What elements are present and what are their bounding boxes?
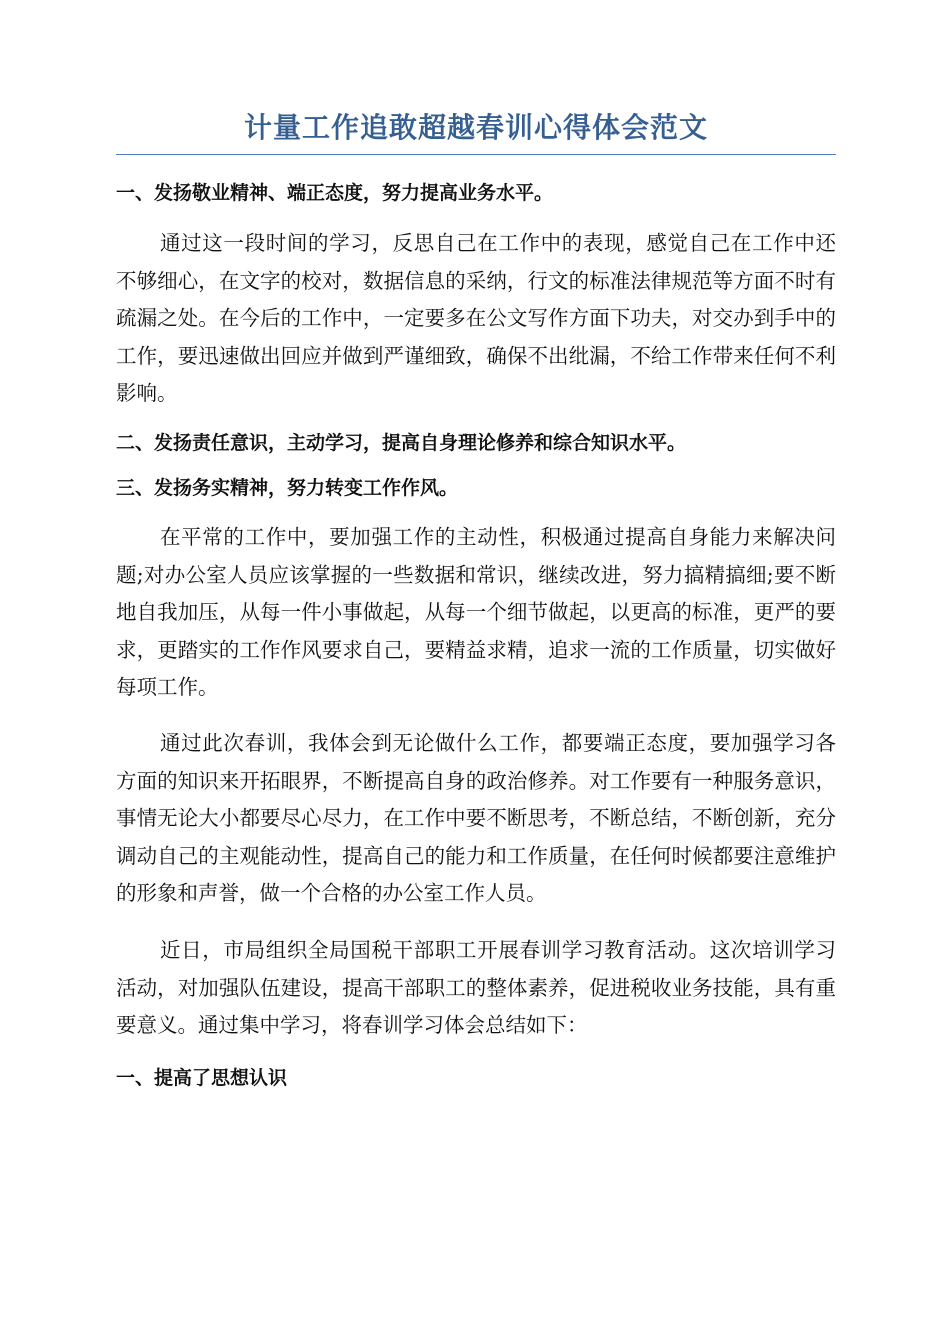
section-heading: 三、发扬务实精神，努力转变工作作风。 [116,476,459,499]
body-paragraph: 通过这一段时间的学习，反思自己在工作中的表现，感觉自己在工作中还不够细心，在文字的校对，数据信息的采纳，行文的标准法律规范等方面不时有疏漏之处。在今后的工作中，一定要多在公文写作方面下功夫，对交办到手中的工作，要迅速做出回应并做到严谨细致，确保不出纰漏，不给工作带来任何不利影响。 [116,231,836,406]
body-paragraph: 在平常的工作中，要加强工作的主动性，积极通过提高自身能力来解决问题;对办公室人员应该掌握的一些数据和常识，继续改进，努力搞精搞细;要不断地自我加压，从每一件小事做起，从每一个细节做起，以更高的标准，更严的要求，更踏实的工作作风要求自己，要精益求精，追求一流的工作质量，切实做好每项工作。 [116,524,836,700]
document-title: 计量工作追敢超越春训心得体会范文 [116,108,836,155]
section-heading: 二、发扬责任意识，主动学习，提高自身理论修养和综合知识水平。 [116,431,687,454]
body-paragraph: 近日，市局组织全局国税干部职工开展春训学习教育活动。这次培训学习活动，对加强队伍建设，提高干部职工的整体素养，促进税收业务技能，具有重要意义。通过集中学习，将春训学习体会总结如下： [116,937,836,1038]
section-heading: 一、发扬敬业精神、端正态度，努力提高业务水平。 [116,182,554,204]
body-paragraph: 通过此次春训，我体会到无论做什么工作，都要端正态度，要加强学习各方面的知识来开拓眼界，不断提高自身的政治修养。对工作要有一种服务意识，事情无论大小都要尽心尽力，在工作中要不断思考，不断总结，不断创新，充分调动自己的主观能动性，提高自己的能力和工作质量，在任何时候都要注意维护的形象和声誉，做一个合格的办公室工作人员。 [116,730,836,906]
section-heading: 一、提高了思想认识 [116,1066,288,1089]
document-page [116,108,836,1091]
